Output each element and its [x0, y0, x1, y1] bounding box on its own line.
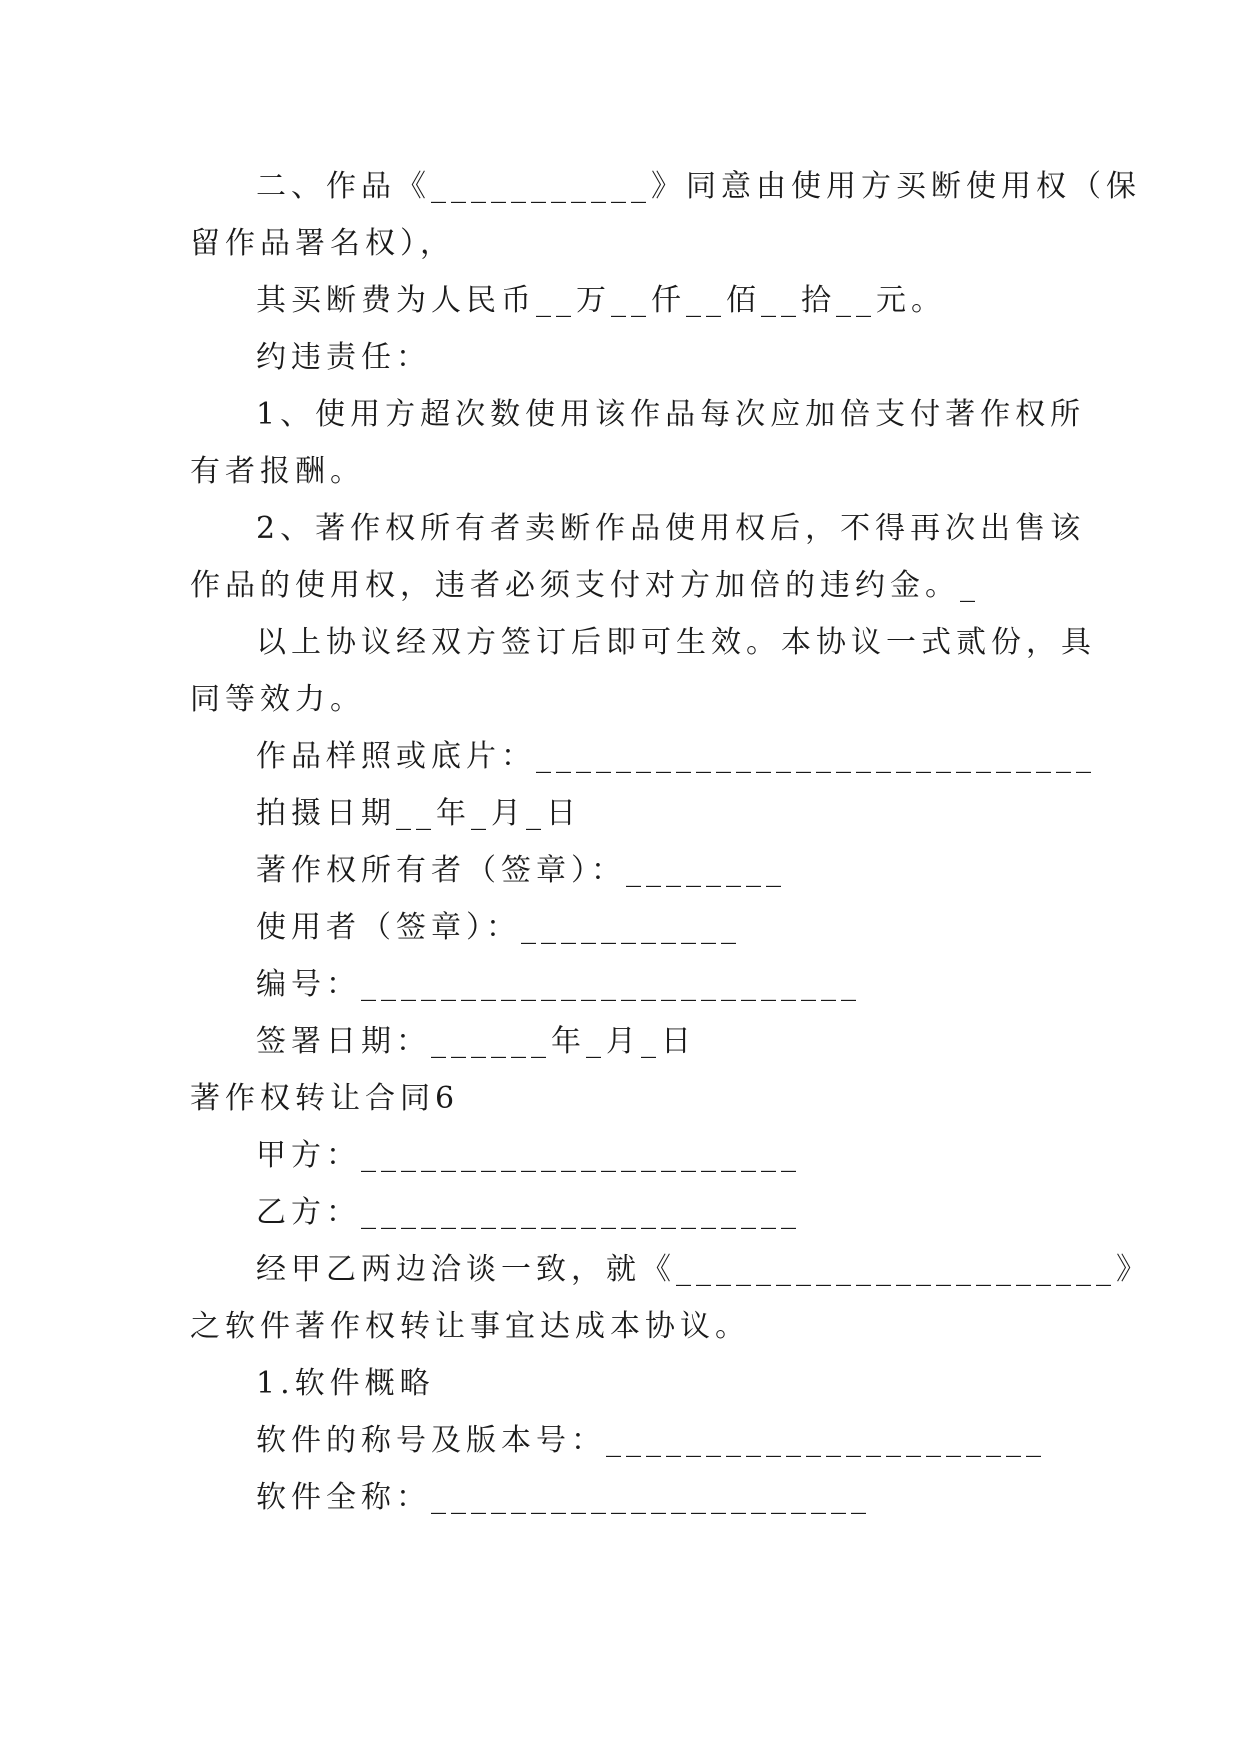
- user-signature-field: 使用者（签章）：___________: [256, 910, 741, 945]
- agreement-intro-line-1: 经甲乙两边洽谈一致，就《______________________》: [256, 1252, 1151, 1287]
- software-overview-heading: 1.软件概略: [256, 1366, 435, 1401]
- section-title: 著作权转让合同6: [190, 1081, 460, 1116]
- party-a-field: 甲方：______________________: [256, 1138, 801, 1173]
- liability-item-1-line-2: 有者报酬。: [190, 454, 365, 489]
- effect-clause-line-2: 同等效力。: [190, 682, 365, 717]
- liability-item-1-line-1: 1、使用方超次数使用该作品每次应加倍支付著作权所: [256, 397, 1086, 432]
- buyout-fee-line: 其买断费为人民币__万__仟__佰__拾__元。: [256, 283, 946, 318]
- signing-date-field: 签署日期：______年_月_日: [256, 1024, 696, 1059]
- sample-photo-field: 作品样照或底片：____________________________: [256, 739, 1096, 774]
- liability-heading: 约违责任：: [256, 340, 431, 375]
- agreement-intro-line-2: 之软件著作权转让事宜达成本协议。: [190, 1309, 750, 1344]
- software-name-version-field: 软件的称号及版本号：______________________: [256, 1423, 1046, 1458]
- liability-item-2-line-1: 2、著作权所有者卖断作品使用权后，不得再次出售该: [256, 511, 1086, 546]
- shooting-date-field: 拍摄日期__年_月_日: [256, 796, 581, 831]
- serial-number-field: 编号：_________________________: [256, 967, 861, 1002]
- party-b-field: 乙方：______________________: [256, 1195, 801, 1230]
- effect-clause-line-1: 以上协议经双方签订后即可生效。本协议一式贰份，具: [256, 625, 1096, 660]
- software-full-name-field: 软件全称：______________________: [256, 1480, 871, 1515]
- clause-2-line-2: 留作品署名权），: [190, 226, 455, 261]
- copyright-owner-signature-field: 著作权所有者（签章）：________: [256, 853, 786, 888]
- clause-2-line-1: 二、作品《___________》同意由使用方买断使用权（保: [256, 169, 1141, 204]
- liability-item-2-line-2: 作品的使用权，违者必须支付对方加倍的违约金。_: [190, 568, 980, 603]
